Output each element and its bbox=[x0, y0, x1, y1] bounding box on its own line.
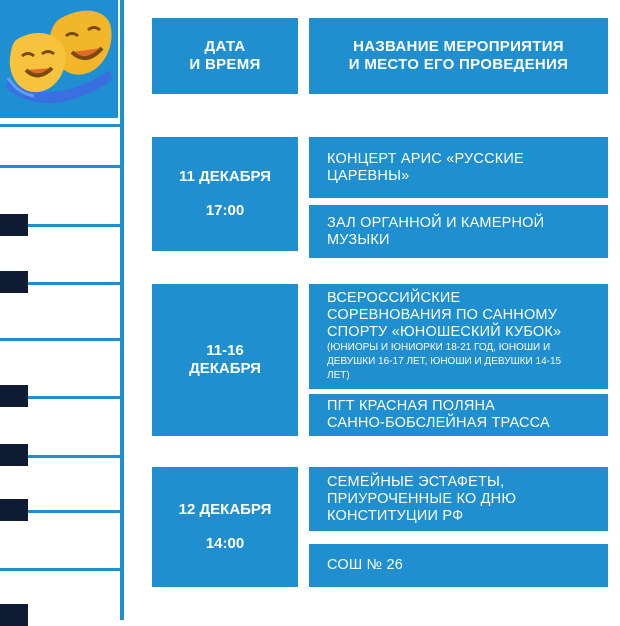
event-title-note-line: (ЮНИОРЫ И ЮНИОРКИ 18-21 ГОД, ЮНОШИ И bbox=[327, 342, 551, 353]
event-3-place-cell bbox=[309, 544, 608, 587]
piano-key bbox=[0, 499, 28, 521]
event-3-title-cell bbox=[309, 467, 608, 531]
piano-line bbox=[0, 165, 120, 168]
event-date: 12 ДЕКАБРЯ bbox=[178, 501, 272, 518]
event-place-line: МУЗЫКИ bbox=[327, 231, 390, 248]
event-place-line: САННО-БОБСЛЕЙНАЯ ТРАССА bbox=[327, 415, 550, 431]
event-2-place-cell bbox=[309, 394, 608, 436]
event-place-line: ПГТ КРАСНАЯ ПОЛЯНА bbox=[327, 398, 496, 414]
piano-key bbox=[0, 271, 28, 293]
header-name-line2: И МЕСТО ЕГО ПРОВЕДЕНИЯ bbox=[348, 56, 569, 73]
event-date-line1: 11-16 bbox=[206, 342, 244, 359]
logo-panel bbox=[0, 0, 118, 118]
event-title-line: КОНЦЕРТ АРИС «РУССКИЕ bbox=[327, 150, 524, 167]
piano-key bbox=[0, 444, 28, 466]
header-date-cell bbox=[152, 18, 298, 94]
event-2-date-cell bbox=[152, 284, 298, 436]
event-1-date-cell bbox=[152, 137, 298, 251]
event-title-note-line: ДЕВУШКИ 16-17 ЛЕТ, ЮНОШИ И ДЕВУШКИ 14-15 bbox=[327, 356, 562, 367]
theatre-masks-icon bbox=[0, 0, 118, 118]
header-date-line1: ДАТА bbox=[204, 38, 246, 55]
event-title-line: ПРИУРОЧЕННЫЕ КО ДНЮ bbox=[327, 490, 517, 507]
event-date: 11 ДЕКАБРЯ bbox=[179, 168, 271, 185]
header-name-line1: НАЗВАНИЕ МЕРОПРИЯТИЯ bbox=[353, 38, 564, 55]
event-title-line: ВСЕРОССИЙСКИЕ bbox=[327, 290, 461, 306]
event-place-line: СОШ № 26 bbox=[327, 557, 404, 573]
event-title-line: ЦАРЕВНЫ» bbox=[327, 167, 410, 184]
piano-key bbox=[0, 214, 28, 236]
event-place-line: ЗАЛ ОРГАННОЙ И КАМЕРНОЙ bbox=[327, 214, 545, 231]
event-title-line: СЕМЕЙНЫЕ ЭСТАФЕТЫ, bbox=[327, 473, 505, 490]
piano-line bbox=[0, 338, 120, 341]
event-3-date-cell bbox=[152, 467, 298, 587]
header-date-line2: И ВРЕМЯ bbox=[189, 56, 261, 73]
event-time: 14:00 bbox=[205, 535, 245, 552]
piano-line bbox=[0, 568, 120, 571]
event-time: 17:00 bbox=[205, 202, 245, 219]
piano-key bbox=[0, 385, 28, 407]
event-title-line: СПОРТУ «ЮНОШЕСКИЙ КУБОК» bbox=[327, 324, 562, 340]
header-name-cell bbox=[309, 18, 608, 94]
event-2-title-cell bbox=[309, 284, 608, 389]
event-1-title-cell bbox=[309, 137, 608, 198]
piano-key bbox=[0, 604, 28, 626]
piano-line bbox=[0, 124, 120, 127]
sidebar bbox=[0, 0, 124, 620]
event-date-line2: ДЕКАБРЯ bbox=[189, 360, 261, 377]
event-title-line: СОРЕВНОВАНИЯ ПО САННОМУ bbox=[327, 307, 558, 323]
event-title-line: КОНСТИТУЦИИ РФ bbox=[327, 507, 464, 524]
event-title-note-line: ЛЕТ) bbox=[327, 370, 350, 381]
event-1-place-cell bbox=[309, 205, 608, 258]
sidebar-border bbox=[120, 0, 124, 620]
